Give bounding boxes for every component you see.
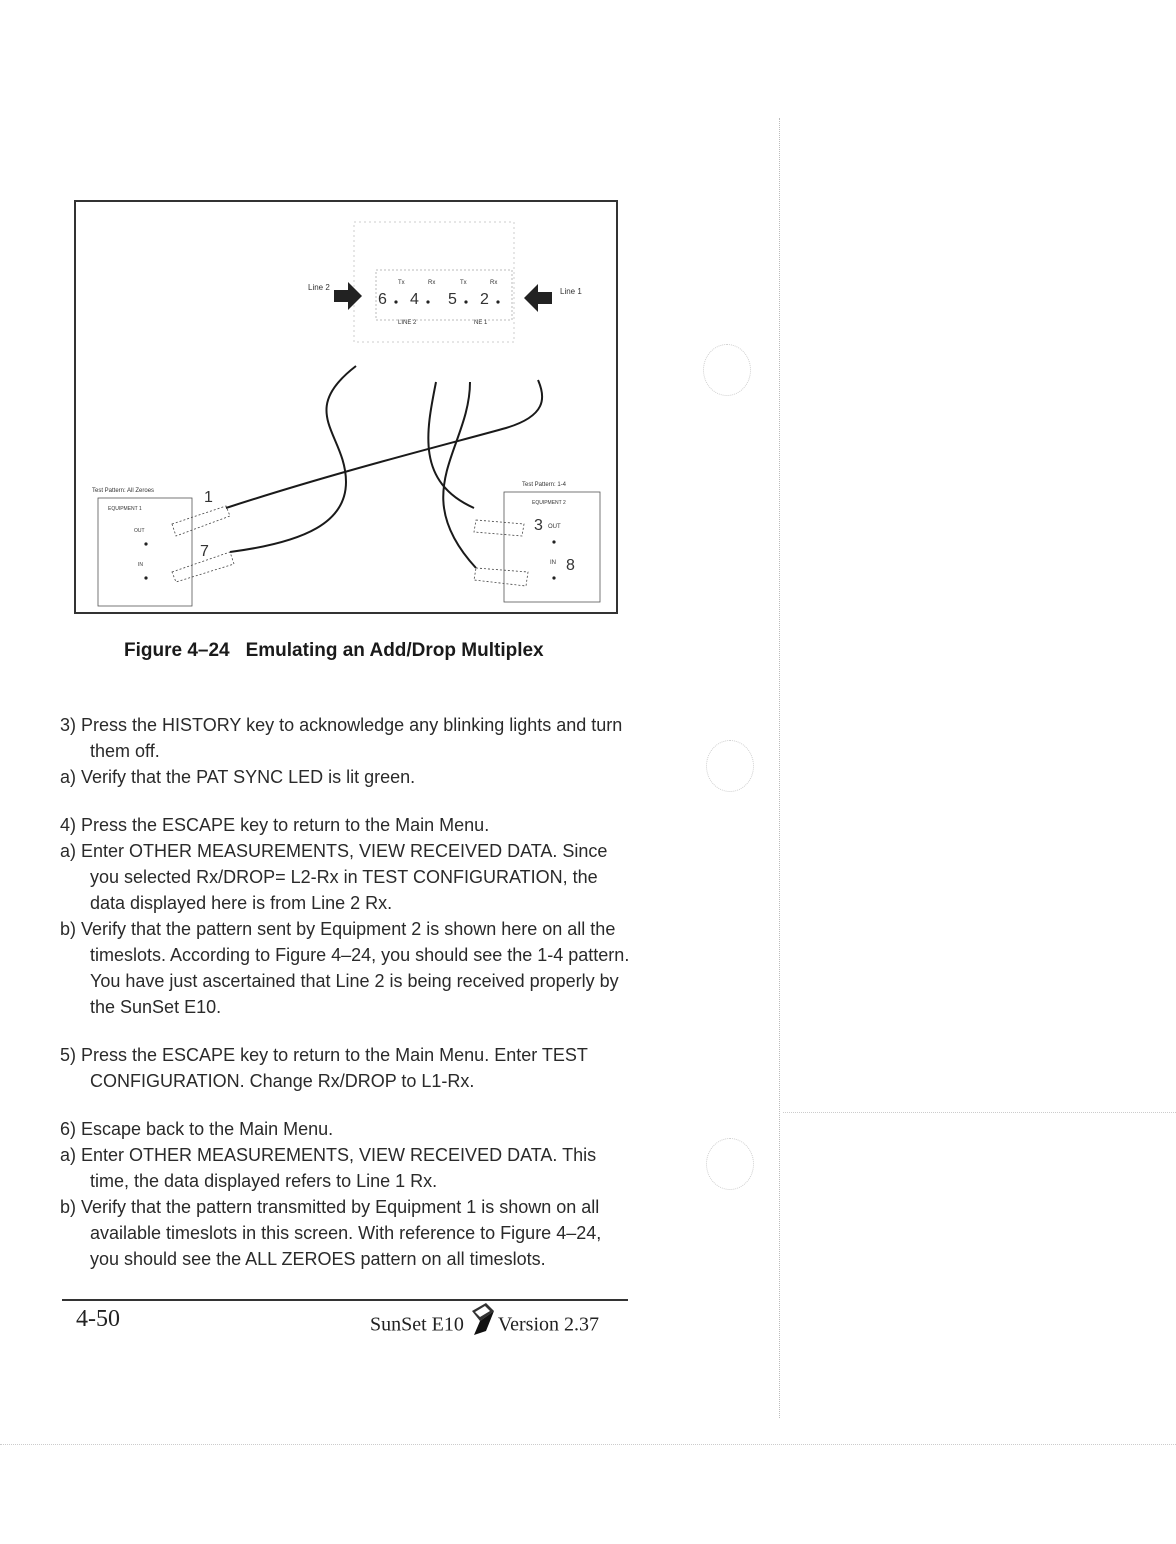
line1-panel-label: NE 1	[474, 320, 488, 326]
equipment2-pattern-label: Test Pattern: 1-4	[522, 482, 567, 488]
punch-hole-bottom	[706, 1138, 754, 1190]
display-digit-4: 2	[480, 291, 489, 308]
cable-3	[428, 382, 474, 508]
display-dot	[496, 300, 499, 303]
display-dot	[394, 300, 397, 303]
tx-label-line1: Tx	[460, 280, 467, 286]
display-digit-2: 4	[410, 291, 419, 308]
margin-dotted-rule	[783, 1112, 1176, 1113]
equipment1-pattern-label: Test Pattern: All Zeroes	[92, 488, 155, 494]
equipment2-name: EQUIPMENT 2	[532, 500, 566, 506]
cable-1	[226, 380, 542, 508]
line2-arrow-icon	[334, 282, 362, 310]
display-dot	[464, 300, 467, 303]
footer-product-version	[370, 1311, 599, 1341]
figure-diagram	[76, 202, 616, 612]
equipment1-out-label: OUT	[134, 528, 145, 534]
display-digit-1: 6	[378, 291, 387, 308]
step-item: b) Verify that the pattern transmitted by Equipment 1 is shown on all available timeslots in this screen. With reference to Figure 4–24, you should see the ALL ZEROES pattern on all timeslots.	[60, 1197, 602, 1269]
rx-label-line2: Rx	[428, 280, 436, 286]
plug-end	[172, 506, 230, 536]
equipment1-out-jack	[144, 542, 147, 545]
procedure-body	[60, 712, 630, 1294]
step-3	[60, 712, 630, 790]
rx-label-line1: Rx	[490, 280, 498, 286]
equipment1-name: EQUIPMENT 1	[108, 506, 142, 512]
equipment2-out-jack	[552, 540, 555, 543]
step-item: 3) Press the HISTORY key to acknowledge any blinking lights and turn them off.	[60, 715, 623, 761]
footer-rule	[62, 1299, 628, 1301]
caption-title: Emulating an Add/Drop Multiplex	[245, 640, 544, 661]
display-window	[376, 270, 512, 320]
step-6	[60, 1116, 630, 1272]
line2-label: Line 2	[308, 283, 330, 292]
step-5	[60, 1042, 630, 1094]
equipment1-in-jack	[144, 576, 147, 579]
plug-ends	[172, 506, 528, 586]
equipment2-out-label: OUT	[548, 524, 561, 530]
step-item: 5) Press the ESCAPE key to return to the Main Menu. Enter TEST CONFIGURATION. Change Rx/DROP to L1-Rx.	[60, 1045, 588, 1091]
callout-7: 7	[200, 543, 209, 560]
cable-7	[230, 366, 356, 552]
line1-arrow-icon	[524, 284, 552, 312]
footer-product: SunSet E10	[370, 1313, 464, 1336]
plug-end	[474, 520, 524, 536]
punch-hole-middle	[706, 740, 754, 792]
tx-label-line2: Tx	[398, 280, 405, 286]
step-item: a) Enter OTHER MEASUREMENTS, VIEW RECEIVED DATA. Since you selected Rx/DROP= L2-Rx in TEST CONFIGURATION, the data displayed here is from Line 2 Rx.	[60, 841, 608, 913]
display-digit-3: 5	[448, 291, 457, 308]
callout-8: 8	[566, 557, 575, 574]
step-4	[60, 812, 630, 1020]
footer-version: Version 2.37	[497, 1313, 600, 1336]
binding-margin-line	[779, 118, 780, 1418]
equipment2-in-label: IN	[550, 560, 556, 566]
step-item: 6) Escape back to the Main Menu.	[60, 1119, 334, 1139]
line2-panel-label: LINE 2	[398, 320, 417, 326]
equipment2-in-jack	[552, 576, 555, 579]
cable-8	[443, 382, 476, 568]
step-item: a) Verify that the PAT SYNC LED is lit green.	[60, 767, 416, 787]
caption-number: Figure 4–24	[124, 640, 230, 661]
callout-1: 1	[204, 489, 213, 506]
page-bottom-dotted-rule	[0, 1444, 1176, 1445]
callout-3: 3	[534, 517, 543, 534]
line1-label: Line 1	[560, 287, 582, 296]
sunset-handset-logo-icon	[466, 1301, 496, 1341]
step-item: 4) Press the ESCAPE key to return to the Main Menu.	[60, 815, 490, 835]
step-item: a) Enter OTHER MEASUREMENTS, VIEW RECEIVED DATA. This time, the data displayed refers to Line 1 Rx.	[60, 1145, 597, 1191]
figure-caption	[124, 640, 544, 662]
page-number: 4-50	[76, 1306, 120, 1332]
step-item: b) Verify that the pattern sent by Equipment 2 is shown here on all the timeslots. According to Figure 4–24, you should see the 1-4 pattern. You have just ascertained that Line 2 is being received properly by the SunSet E10.	[60, 919, 630, 1017]
equipment1-in-label: IN	[138, 562, 143, 568]
figure-add-drop-multiplex	[74, 200, 618, 614]
plug-end	[474, 568, 528, 586]
equipment1-box	[98, 498, 192, 606]
cables	[226, 366, 542, 568]
display-dot	[426, 300, 429, 303]
punch-hole-top	[703, 344, 751, 396]
